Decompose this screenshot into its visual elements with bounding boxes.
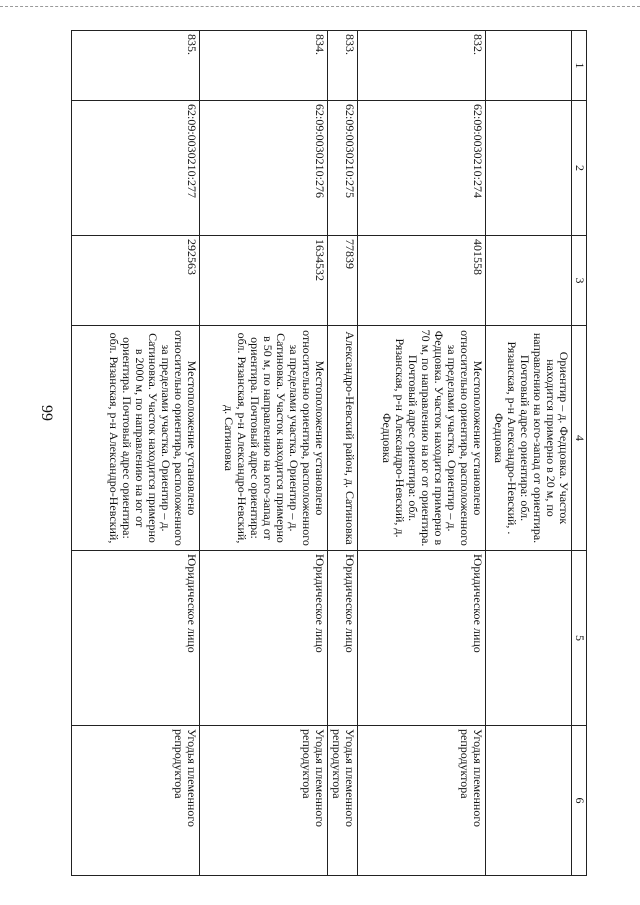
cell-row-number: 834. — [200, 31, 328, 101]
cell-location: Александро-Невский район, д. Сатиновка — [328, 326, 358, 551]
land-plots-table — [71, 30, 587, 876]
table-row — [72, 31, 200, 876]
col-number-1: 1 — [572, 31, 587, 101]
cell-empty — [486, 31, 572, 101]
table-row — [358, 31, 486, 876]
cell-row-number: 835. — [72, 31, 200, 101]
cell-area: 401558 — [358, 236, 486, 326]
col-number-3: 3 — [572, 236, 587, 326]
table-row — [328, 31, 358, 876]
scan-top-edge — [0, 6, 640, 7]
cell-cadastral-number: 62:09:0030210:277 — [72, 101, 200, 236]
cell-row-number: 832. — [358, 31, 486, 101]
col-number-4: 4 — [572, 326, 587, 551]
cell-location: Ориентир – д. Федцовка. Участок находится примерно в 20 м, по направлению на юго-запад от ориентира. Почтовый адрес ориентира: обл. Рязанская, р-н Александро-Невский, . Федцовка — [486, 326, 572, 551]
continuation-row — [486, 31, 572, 876]
cell-purpose: Угодья племенного репродуктора — [72, 726, 200, 876]
cell-cadastral-number: 62:09:0030210:275 — [328, 101, 358, 236]
cell-location: Местоположение установлено относительно ориентира, расположенного за пределами участка. Ориентир – д. Федцовка. Участок находится примерно в 70 м, по направлению на юг от ориентира. Почтовый адрес ориентира: обл. Рязанская, р-н Александро-Невский, д. Федцовка — [358, 326, 486, 551]
cell-location: Местоположение установлено относительно ориентира, расположенного за пределами участка. Ориентир – д. Сатиновка. Участок находится примерно в 50 м, по направлению на юго-запад от ориентира. Почтовый адрес ориентира: обл. Рязанская, р-н Александро-Невский, д. Сатиновка — [200, 326, 328, 551]
cell-owner: Юридическое лицо — [72, 551, 200, 726]
col-number-6: 6 — [572, 726, 587, 876]
cell-cadastral-number: 62:09:0030210:276 — [200, 101, 328, 236]
cell-owner: Юридическое лицо — [328, 551, 358, 726]
cell-owner: Юридическое лицо — [358, 551, 486, 726]
cell-location: Местоположение установлено относительно ориентира, расположенного за пределами участка. Ориентир – д. Сатиновка. Участок находится примерно в 2000 м, по направлению на юг от ориентира. Почтовый адрес ориентира: обл. Рязанская, р-н Александро-Невский, — [72, 326, 200, 551]
cell-area: 77839 — [328, 236, 358, 326]
col-number-2: 2 — [572, 101, 587, 236]
cell-purpose: Угодья племенного репродуктора — [358, 726, 486, 876]
cell-cadastral-number: 62:09:0030210:274 — [358, 101, 486, 236]
cell-area: 292563 — [72, 236, 200, 326]
column-numbers-row — [572, 31, 587, 876]
land-plots-table-rotated — [67, 30, 587, 875]
cell-area: 1634532 — [200, 236, 328, 326]
cell-empty — [486, 236, 572, 326]
cell-purpose: Угодья племенного репродуктора — [328, 726, 358, 876]
cell-purpose: Угодья племенного репродуктора — [200, 726, 328, 876]
page-number: 99 — [38, 405, 55, 421]
cell-empty — [486, 726, 572, 876]
col-number-5: 5 — [572, 551, 587, 726]
cell-empty — [486, 551, 572, 726]
table-row — [200, 31, 328, 876]
cell-owner: Юридическое лицо — [200, 551, 328, 726]
cell-empty — [486, 101, 572, 236]
cell-row-number: 833. — [328, 31, 358, 101]
